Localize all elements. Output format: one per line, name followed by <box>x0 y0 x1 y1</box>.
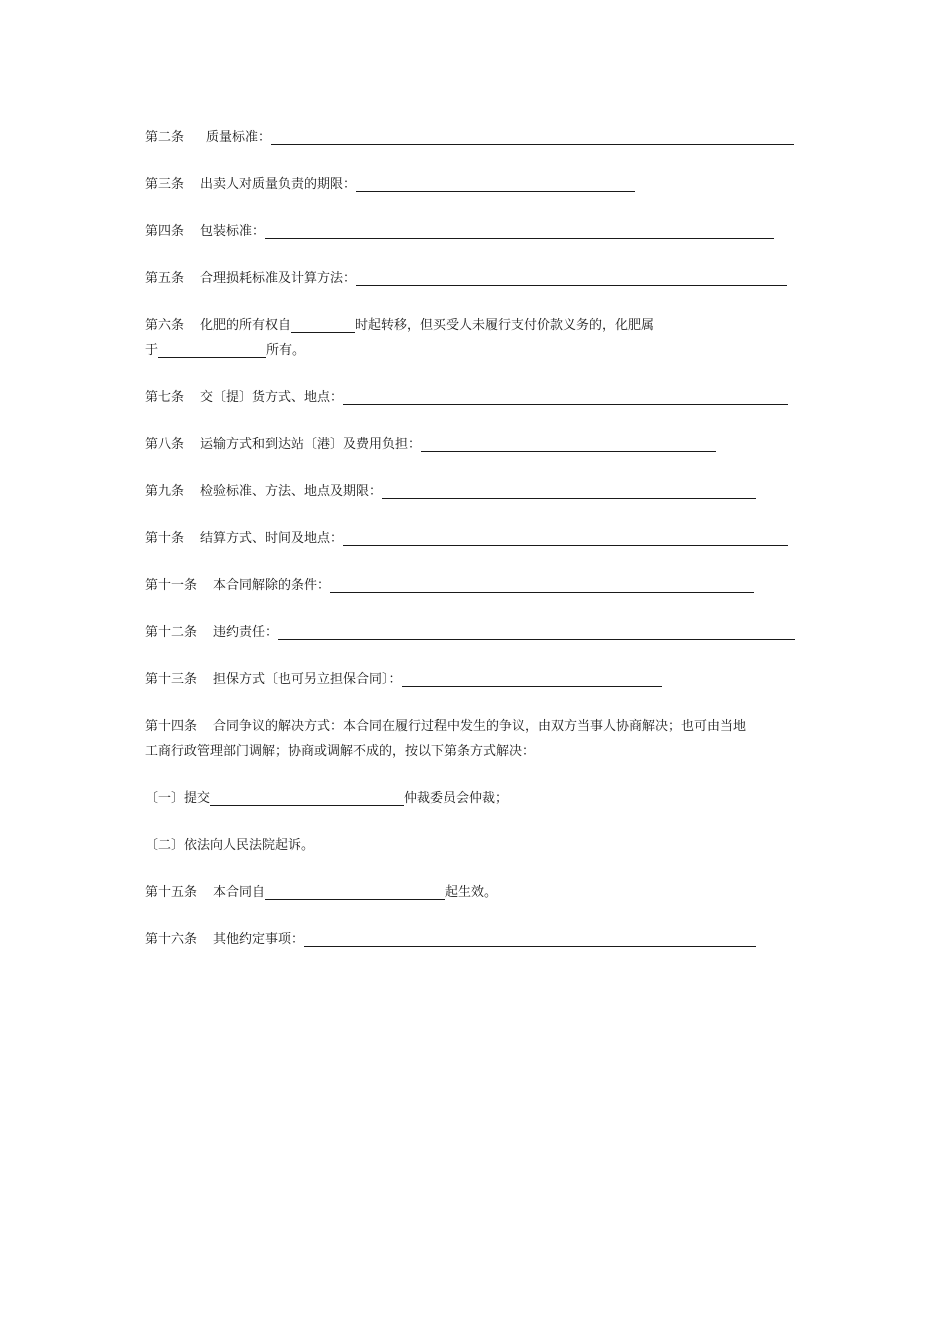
clause-number: 第十三条 <box>145 672 198 687</box>
fill-blank[interactable] <box>421 435 716 452</box>
option-1 <box>145 788 508 810</box>
clause-text: 本合同解除的条件： <box>213 578 331 593</box>
clause-text: 出卖人对质量负责的期限： <box>200 177 357 192</box>
option-text: 〔一〕提交 <box>145 791 211 806</box>
option-text: 〔二〕依法向人民法院起诉。 <box>145 838 315 853</box>
clause-11 <box>145 575 754 597</box>
clause-6-continued <box>145 340 305 362</box>
clause-text: 包装标准： <box>200 224 266 239</box>
clause-13 <box>145 669 662 691</box>
fill-blank[interactable] <box>356 175 635 192</box>
clause-number: 第二条 <box>145 130 185 145</box>
clause-number: 第十二条 <box>145 625 198 640</box>
fill-blank[interactable] <box>343 529 788 546</box>
clause-16 <box>145 929 756 951</box>
clause-6 <box>145 315 654 337</box>
clause-14 <box>145 716 746 738</box>
clause-text: 检验标准、方法、地点及期限： <box>200 484 383 499</box>
clause-text: 工商行政管理部门调解；协商或调解不成的，按以下第条方式解决： <box>145 744 536 759</box>
clause-text: 运输方式和到达站〔港〕及费用负担： <box>200 437 422 452</box>
fill-blank[interactable] <box>343 388 788 405</box>
fill-blank[interactable] <box>158 341 266 358</box>
clause-text: 结算方式、时间及地点： <box>200 531 344 546</box>
clause-text: 交〔提〕货方式、地点： <box>200 390 344 405</box>
fill-blank[interactable] <box>382 482 756 499</box>
option-2 <box>145 835 314 857</box>
fill-blank[interactable] <box>271 128 794 145</box>
clause-text: 化肥的所有权自 <box>200 318 292 333</box>
fill-blank[interactable] <box>278 623 795 640</box>
fill-blank[interactable] <box>304 930 756 947</box>
clause-12 <box>145 622 795 644</box>
clause-text: 担保方式〔也可另立担保合同〕： <box>213 672 402 687</box>
clause-5 <box>145 268 787 290</box>
clause-4 <box>145 221 774 243</box>
clause-number: 第四条 <box>145 224 185 239</box>
clause-text: 其他约定事项： <box>213 932 305 947</box>
fill-blank[interactable] <box>402 670 662 687</box>
clause-number: 第七条 <box>145 390 185 405</box>
option-text: 仲裁委员会仲裁； <box>404 791 509 806</box>
clause-text: 所有。 <box>266 343 306 358</box>
clause-3 <box>145 174 635 196</box>
clause-number: 第十六条 <box>145 932 198 947</box>
clause-number: 第八条 <box>145 437 185 452</box>
fill-blank[interactable] <box>265 883 445 900</box>
clause-2 <box>145 127 794 149</box>
clause-8 <box>145 434 716 456</box>
clause-7 <box>145 387 788 409</box>
clause-text: 违约责任： <box>213 625 279 640</box>
clause-number: 第六条 <box>145 318 185 333</box>
clause-number: 第十五条 <box>145 885 198 900</box>
clause-text: 于 <box>145 343 159 358</box>
clause-number: 第五条 <box>145 271 185 286</box>
clause-number: 第三条 <box>145 177 185 192</box>
clause-10 <box>145 528 788 550</box>
fill-blank[interactable] <box>265 222 774 239</box>
fill-blank[interactable] <box>356 269 787 286</box>
fill-blank[interactable] <box>291 316 355 333</box>
clause-number: 第十条 <box>145 531 185 546</box>
clause-number: 第十四条 <box>145 719 198 734</box>
clause-text: 合理损耗标准及计算方法： <box>200 271 357 286</box>
clause-14-continued <box>145 741 535 763</box>
clause-number: 第九条 <box>145 484 185 499</box>
clause-text: 起生效。 <box>445 885 498 900</box>
clause-text: 时起转移，但买受人未履行支付价款义务的，化肥属 <box>355 318 655 333</box>
clause-text: 本合同自 <box>213 885 266 900</box>
clause-number: 第十一条 <box>145 578 198 593</box>
clause-text: 合同争议的解决方式：本合同在履行过程中发生的争议，由双方当事人协商解决；也可由当地 <box>213 719 747 734</box>
clause-15 <box>145 882 497 904</box>
clause-9 <box>145 481 756 503</box>
fill-blank[interactable] <box>330 576 754 593</box>
fill-blank[interactable] <box>210 789 404 806</box>
clause-text: 质量标准： <box>206 130 272 145</box>
